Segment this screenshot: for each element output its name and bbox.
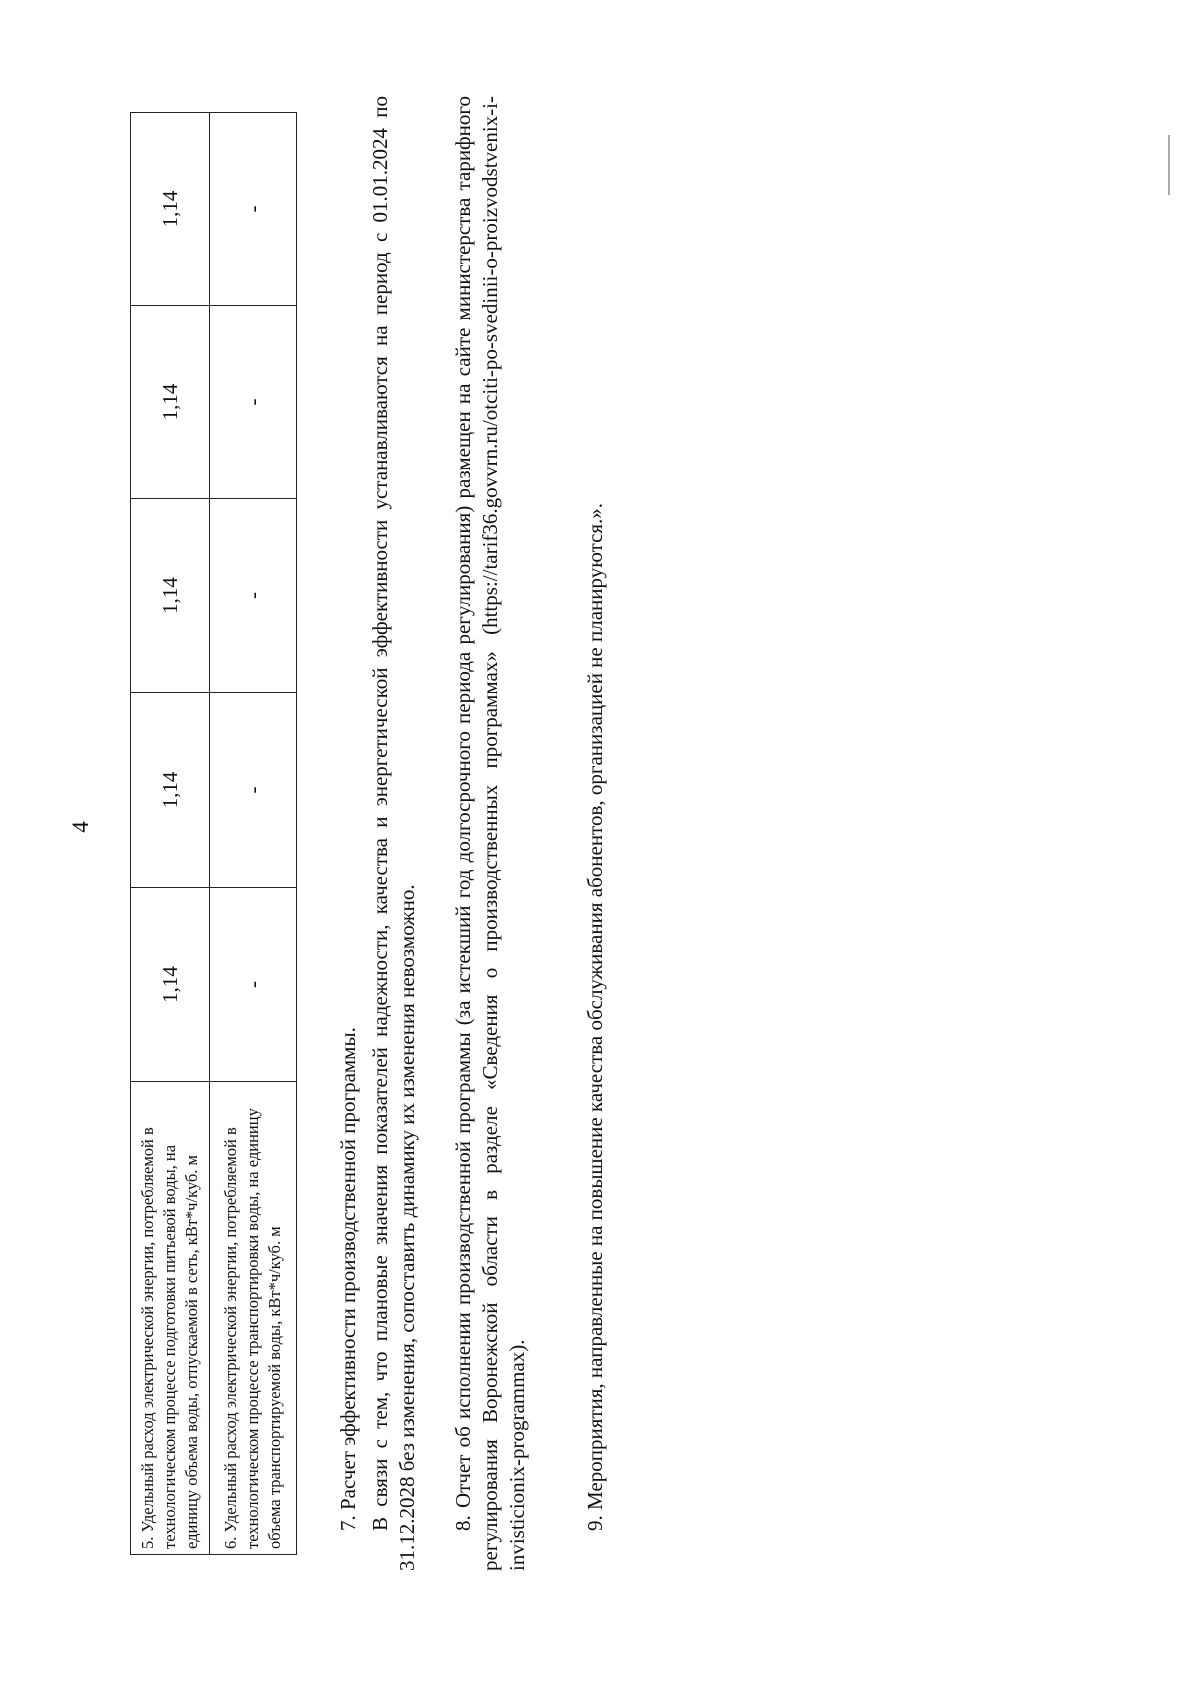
section-7-heading: 7. Расчет эффективности производственной программы.	[336, 1027, 360, 1531]
scan-edge-mark	[1168, 135, 1170, 195]
indicators-table	[130, 112, 297, 1555]
indicator-label: 6. Удельный расход электрической энергии, потребляемой в технологическом процессе транспортировки воды, на единицу объема транспортируемой воды, кВт*ч/куб. м	[210, 1082, 297, 1555]
indicator-value: 1,14	[131, 499, 210, 693]
indicator-value: -	[210, 306, 297, 499]
indicator-value: 1,14	[131, 888, 210, 1082]
indicator-value: -	[210, 499, 297, 693]
section-9-text: 9. Мероприятия, направленные на повышение качества обслуживания абонентов, организацией не планируются.».	[583, 502, 607, 1531]
indicator-value: -	[210, 113, 297, 306]
section-8-text: 8. Отчет об исполнении производственной программы (за истекший год долгосрочного периода регулирования) размещен на сайте министерства тарифного регулирования Воронежской области в разделе «Сведения о производственных программах» (https://tarif36.govvrn.ru/otciti-po-svedinii-o-proizvodstvenix-i-invisticionix-programmax).	[451, 96, 529, 1571]
page-number: 4	[68, 821, 93, 833]
indicator-value: -	[210, 693, 297, 888]
table-row	[131, 113, 210, 1555]
indicator-label: 5. Удельный расход электрической энергии, потребляемой в технологическом процессе подготовки питьевой воды, на единицу объема воды, отпускаемой в сеть, кВт*ч/куб. м	[131, 1082, 210, 1555]
indicator-value: -	[210, 888, 297, 1082]
indicator-value: 1,14	[131, 306, 210, 499]
indicator-value: 1,14	[131, 113, 210, 306]
indicator-value: 1,14	[131, 693, 210, 888]
section-7-text: В связи с тем, что плановые значения показателей надежности, качества и энергетической эффективности устанавливаются на период с 01.01.2024 по 31.12.2028 без изменения, сопоставить динамику их изменения невозможно.	[368, 96, 419, 1571]
table-row	[210, 113, 297, 1555]
